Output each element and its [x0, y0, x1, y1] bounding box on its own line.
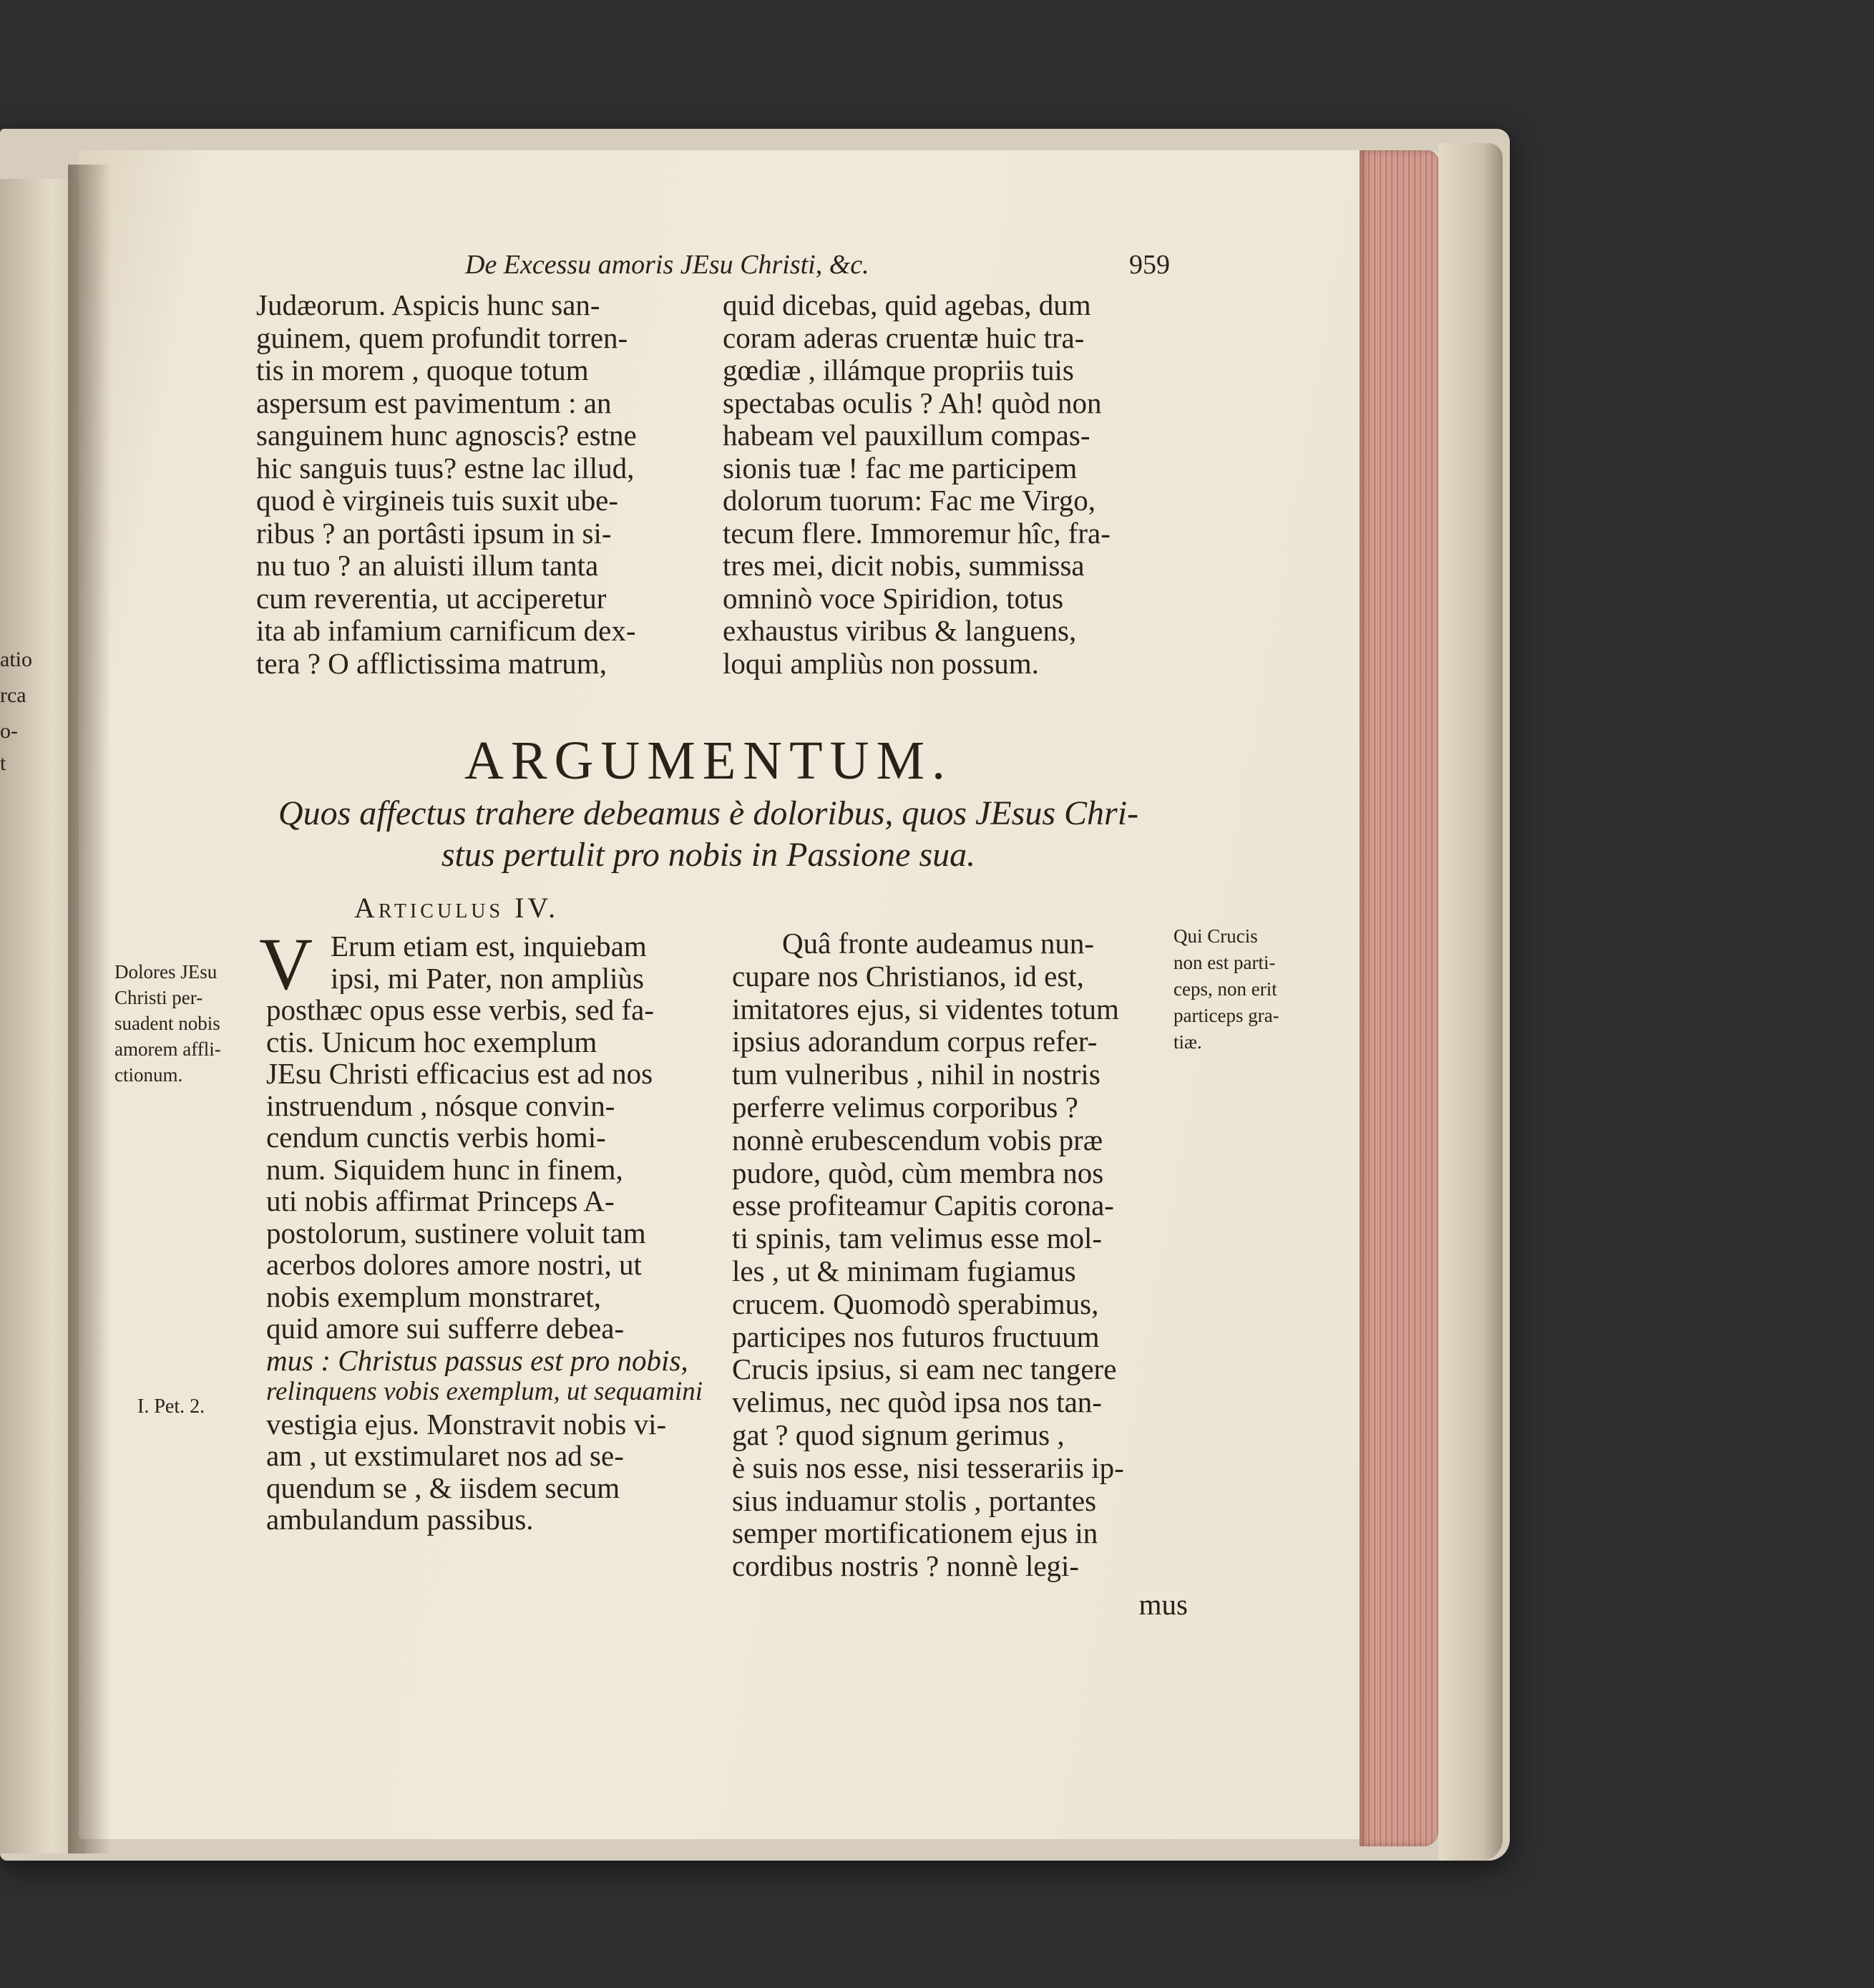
margin-note-right — [1173, 923, 1327, 1056]
running-header — [465, 249, 1170, 285]
text-line: spectabas oculis ? Ah! quòd non — [723, 386, 1102, 419]
text-line: nonnè erubescendum vobis præ — [732, 1124, 1103, 1156]
text-line: instruendum , nósque convin- — [266, 1089, 615, 1121]
left-page-fragment: atio — [0, 648, 32, 671]
text-line: am , ut exstimularet nos ad se- — [266, 1440, 624, 1472]
text-line: loqui ampliùs non possum. — [723, 647, 1039, 680]
scripture-reference: I. Pet. 2. — [137, 1395, 205, 1418]
text-line: JEsu Christi efficacius est ad nos — [266, 1058, 653, 1090]
column-left-bottom — [259, 923, 703, 1536]
text-line: mus : Christus passus est pro nobis, — [266, 1344, 688, 1376]
margin-line: Dolores JEsu — [114, 961, 218, 983]
left-page-fragment: rca — [0, 683, 26, 707]
text-line: habeam vel pauxillum compas- — [723, 419, 1090, 452]
drop-capital: V — [259, 923, 313, 1005]
text-line: crucem. Quomodò sperabimus, — [732, 1287, 1099, 1320]
text-line: tum vulneribus , nihil in nostris — [732, 1058, 1101, 1091]
text-line: exhaustus viribus & languens, — [723, 615, 1077, 647]
text-line: tecum flere. Immoremur hîc, fra- — [723, 517, 1111, 550]
running-title: De Excessu amoris JEsu Christi, &c. — [465, 250, 869, 280]
text-line: ipsi, mi Pater, non ampliùs — [331, 962, 644, 994]
text-line: imitatores ejus, si videntes totum — [732, 993, 1119, 1025]
subtitle-line: Quos affectus trahere debeamus è doloribus, quos JEsus Chri- — [278, 794, 1139, 832]
text-line: sionis tuæ ! fac me participem — [723, 452, 1078, 484]
text-line: cendum cunctis verbis homi- — [266, 1121, 606, 1154]
column-right-top — [723, 289, 1181, 680]
text-line: postolorum, sustinere voluit tam — [266, 1217, 646, 1249]
text-line: esse profiteamur Capitis corona- — [732, 1189, 1114, 1222]
text-line: velimus, nec quòd ipsa nos tan- — [732, 1386, 1102, 1419]
text-line: posthæc opus esse verbis, sed fa- — [266, 994, 655, 1026]
margin-line: Christi per- — [114, 987, 203, 1008]
text-line: Judæorum. Aspicis hunc san- — [256, 289, 600, 321]
text-line: tres mei, dicit nobis, summissa — [723, 550, 1085, 582]
margin-line: non est parti- — [1173, 952, 1276, 973]
text-line: les , ut & minimam fugiamus — [732, 1254, 1076, 1287]
margin-line: particeps gra- — [1173, 1005, 1279, 1026]
margin-line: amorem affli- — [114, 1038, 221, 1060]
text-line: quendum se , & iisdem secum — [266, 1471, 620, 1504]
text-line: ctis. Unicum hoc exemplum — [266, 1025, 597, 1058]
text-line: gat ? quod signum gerimus , — [732, 1418, 1065, 1451]
text-line: Quâ fronte audeamus nun- — [782, 927, 1095, 960]
text-line: tera ? O afflictissima matrum, — [256, 647, 607, 680]
text-line: relinquens vobis exemplum, ut sequamini — [266, 1377, 703, 1406]
text-line: gœdiæ , illámque propriis tuis — [723, 354, 1074, 386]
margin-line: Qui Crucis — [1173, 925, 1258, 947]
text-line: Crucis ipsius, si eam nec tangere — [732, 1353, 1117, 1386]
text-line: participes nos futuros fructuum — [732, 1320, 1100, 1353]
spine-shadow — [68, 165, 111, 1853]
text-line: hic sanguis tuus? estne lac illud, — [256, 452, 635, 484]
column-right-bottom — [732, 927, 1194, 1583]
left-page-fragment: t — [0, 751, 6, 775]
text-line: dolorum tuorum: Fac me Virgo, — [723, 484, 1096, 517]
text-line: ita ab infamium carnificum dex- — [256, 615, 636, 647]
text-line: uti nobis affirmat Princeps A- — [266, 1185, 615, 1217]
text-line: pudore, quòd, cùm membra nos — [732, 1156, 1104, 1189]
section-title: ARGUMENTUM. — [464, 731, 953, 791]
catchword: mus — [1138, 1588, 1188, 1621]
text-line: num. Siquidem hunc in finem, — [266, 1153, 623, 1185]
text-line: cupare nos Christianos, id est, — [732, 960, 1084, 993]
text-line: vestigia ejus. Monstravit nobis vi- — [266, 1408, 667, 1440]
text-line: perferre velimus corporibus ? — [732, 1091, 1078, 1124]
text-line: sius induamur stolis , portantes — [732, 1484, 1097, 1517]
margin-line: tiæ. — [1173, 1031, 1202, 1053]
text-line: nu tuo ? an aluisti illum tanta — [256, 550, 599, 582]
text-line: ribus ? an portâsti ipsum in si- — [256, 517, 612, 550]
text-line: cordibus nostris ? nonnè legi- — [732, 1550, 1080, 1583]
text-line: ipsius adorandum corpus refer- — [732, 1025, 1098, 1058]
text-line: ambulandum passibus. — [266, 1504, 534, 1536]
margin-line: suadent nobis — [114, 1013, 220, 1034]
text-line: Erum etiam est, inquiebam — [331, 930, 647, 963]
text-line: quod è virgineis tuis suxit ube- — [256, 484, 619, 517]
text-line: omninò voce Spiridion, totus — [723, 582, 1064, 615]
text-line: tis in morem , quoque totum — [256, 354, 589, 386]
margin-line: ctionum. — [114, 1064, 183, 1086]
red-page-edges — [1360, 150, 1438, 1846]
text-line: acerbos dolores amore nostri, ut — [266, 1249, 642, 1281]
text-line: guinem, quem profundit torren- — [256, 321, 628, 354]
text-line: aspersum est pavimentum : an — [256, 386, 612, 419]
text-line: sanguinem hunc agnoscis? estne — [256, 419, 637, 452]
page-number: 959 — [1129, 250, 1170, 280]
text-line: quid dicebas, quid agebas, dum — [723, 289, 1091, 321]
margin-note-left — [114, 959, 265, 1088]
text-line: ti spinis, tam velimus esse mol- — [732, 1222, 1103, 1255]
column-left-top — [256, 289, 693, 680]
text-line: è suis nos esse, nisi tesserariis ip- — [732, 1451, 1124, 1484]
margin-line: ceps, non erit — [1173, 978, 1277, 1000]
subtitle-line: stus pertulit pro nobis in Passione sua. — [441, 836, 976, 874]
text-line: cum reverentia, ut acciperetur — [256, 582, 607, 615]
text-line: quid amore sui sufferre debea- — [266, 1312, 625, 1345]
left-page-fragment: o- — [0, 719, 18, 743]
text-line: semper mortificationem ejus in — [732, 1517, 1098, 1550]
cover-rim — [1438, 143, 1503, 1861]
section-subtitle — [243, 793, 1173, 876]
text-line: coram aderas cruentæ huic tra- — [723, 321, 1085, 354]
text-line: nobis exemplum monstraret, — [266, 1280, 601, 1312]
article-heading: Articulus IV. — [354, 892, 560, 924]
